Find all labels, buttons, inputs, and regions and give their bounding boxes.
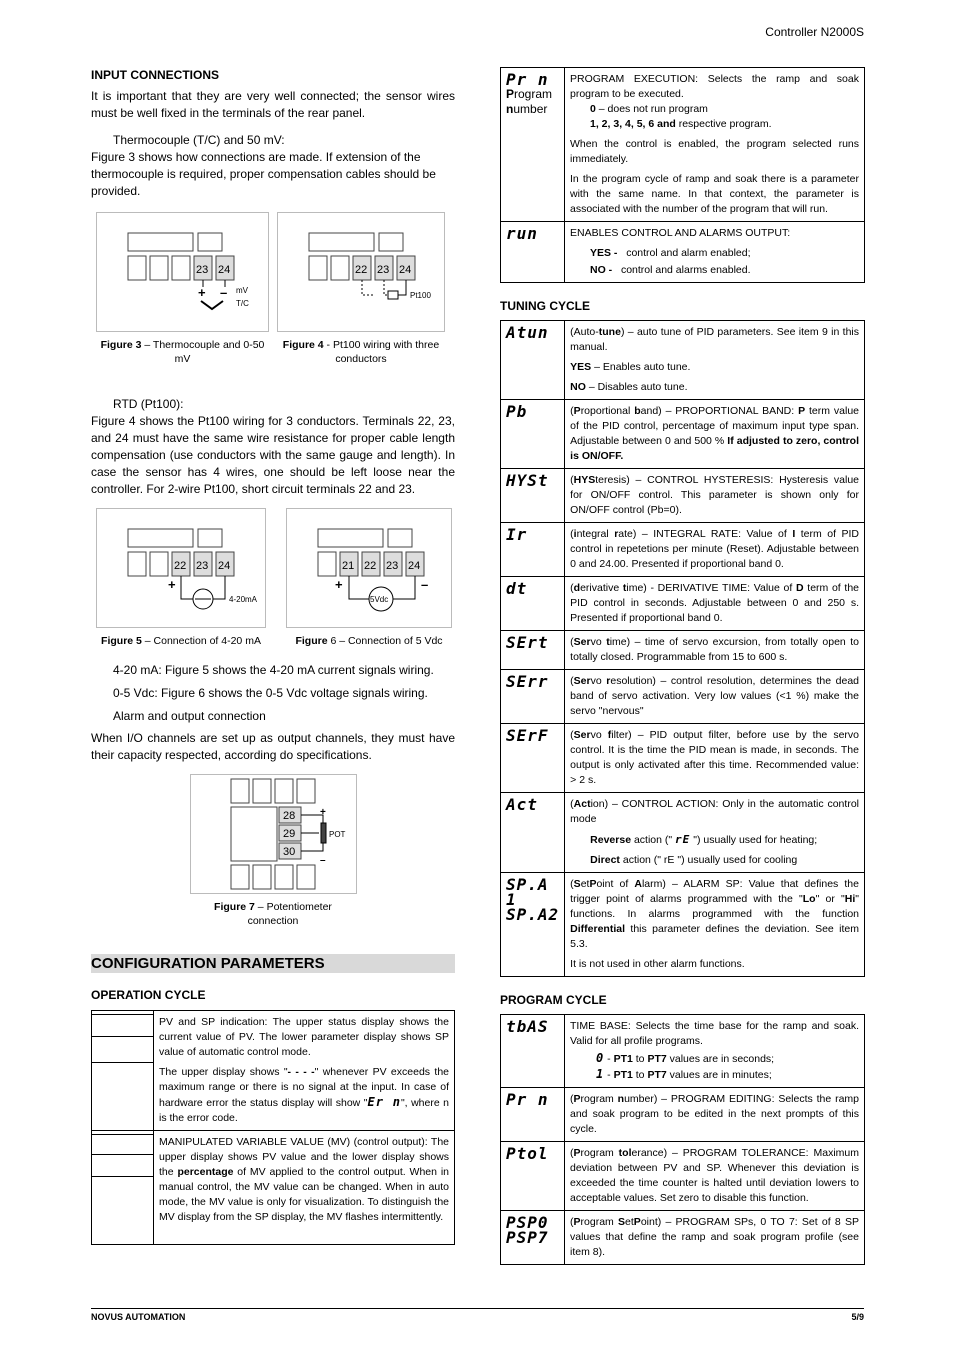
hyst-description: (HYSteresis) – CONTROL HYSTERESIS: Hysteresis value for ON/OFF control. This parameter is shown only for ON/OFF control (Pb=0). [565, 469, 865, 523]
serf-symbol-cell [501, 724, 565, 793]
right-column [500, 67, 865, 1265]
prn-edit-display-symbol: Pr n [506, 1090, 549, 1109]
operation-symbol-cell-2 [92, 1131, 154, 1245]
ir-symbol-cell [501, 523, 565, 577]
figure-7 [190, 774, 357, 928]
fig3-terminal-24: 24 [218, 264, 231, 276]
prn-edit-symbol-cell [501, 1088, 565, 1142]
fig7-label-pot: POT [328, 830, 345, 839]
figure-4-caption: Figure 4 - Pt100 wiring with three conductors [282, 339, 440, 365]
operation-row-1-description: PV and SP indication: The upper status display shows the current value of PV. The lower parameter display shows SP value of automatic control mode. The upper display shows "- - - -" whenever PV exceeds the maximum range or there is no signal at the input. In case of hardware error the status display will show "Er n", where n is the error code. [154, 1011, 455, 1131]
fig7-minus: – [319, 855, 326, 866]
act-symbol-cell [501, 793, 565, 873]
operation-cycle-heading: OPERATION CYCLE [91, 988, 206, 1002]
ir-description: (integral rate) – INTEGRAL RATE: Value of I term of PID control in repetetions per minute (Reset). Adjustable between 0 and 24.00. Presented if proportional band 0. [565, 523, 865, 577]
figure-5 [96, 508, 266, 648]
figure-3 [96, 212, 269, 366]
figure-7-caption: Figure 7 – Potentiometer connection [214, 901, 332, 927]
sert-display-symbol: SErt [506, 633, 549, 652]
sert-description: (Servo time) – time of servo excursion, from totally open to totally closed. Programmable from 15 to 600 s. [565, 631, 865, 670]
figure-5-caption: Figure 5 – Connection of 4-20 mA [101, 635, 261, 647]
operation-cycle-table [91, 1010, 455, 1245]
atun-display-symbol: Atun [506, 323, 549, 342]
program-cycle-heading: PROGRAM CYCLE [500, 993, 607, 1007]
ir-display-symbol: Ir [506, 525, 528, 544]
serf-display-symbol: SErF [506, 726, 549, 745]
fig4-label-pt100: Pt100 [410, 291, 431, 300]
spa-description: (SetPoint of Alarm) – ALARM SP: Value that defines the trigger point of alarms programmed with the "Lo" or "Hi" functions. In alarms programmed with the function Differential this parameter defines the deviation. See item 5.3. It is not used in other alarm functions. [565, 873, 865, 977]
psp0-display-symbol: PSP0 [506, 1213, 549, 1232]
spa1-display-symbol: SP.A 1 [506, 875, 549, 909]
fig3-terminal-23: 23 [196, 264, 209, 276]
ptol-display-symbol: Ptol [506, 1144, 549, 1163]
operation-row-2-description: MANIPULATED VARIABLE VALUE (MV) (control output): The upper display shows PV value and the lower display shows the percentage of MV applied to the control output. When in manual control, the MV value can be changed. When in auto mode, the MV value is only for visualization. To distinguish the MV display from the SP display, the MV flashes intermittently. [154, 1131, 455, 1245]
footer-page-number: 5/9 [851, 1312, 864, 1322]
serr-display-symbol: SErr [506, 672, 549, 691]
figure-3-caption: Figure 3 – Thermocouple and 0-50 mV [100, 339, 265, 365]
psp-description: (Program SetPoint) – PROGRAM SPs, 0 TO 7: Set of 8 SP values that define the ramp and soak program profile (see item 8). [565, 1211, 865, 1265]
0-5vdc-line: 0-5 Vdc: Figure 6 shows the 0-5 Vdc voltage signals wiring. [113, 686, 428, 700]
tbas-display-symbol: tbAS [506, 1017, 549, 1036]
dt-description: (derivative time) - DERIVATIVE TIME: Value of D term of the PID control in seconds. Adjustable between 0 and 250 s. Presented if proportional band 0. [565, 577, 865, 631]
hyst-display-symbol: HYSt [506, 471, 549, 490]
spa2-display-symbol: SP.A2 [506, 905, 560, 924]
io-channels-paragraph: When I/O channels are set up as output channels, they must have their capacity respected, according do specifications. [91, 731, 455, 762]
document-header-title: Controller N2000S [765, 25, 864, 39]
psp7-display-symbol: PSP7 [506, 1228, 549, 1247]
figure-6 [286, 508, 452, 648]
left-column [91, 67, 455, 1245]
fig6-plus: + [335, 577, 343, 592]
4-20ma-line: 4-20 mA: Figure 5 shows the 4-20 mA current signals wiring. [113, 663, 434, 677]
fig3-label-mv: mV [236, 286, 248, 295]
rtd-paragraph: Figure 4 shows the Pt100 wiring for 3 conductors. Terminals 22, 23, and 24 must have the same wire resistance for proper cable length compensation (use conductors with the same gauge and length). In case the sensor has 4 wires, one should be left loose near the controller. For 2-wire Pt100, short circuit terminals 22 and 23. [91, 414, 455, 496]
tbas-description: TIME BASE: Selects the time base for the ramp and soak. Valid for all profile programs. 0 - PT1 to PT7 values are in seconds; 1 - PT1 to PT7 values are in minutes; [565, 1015, 865, 1088]
input-connections-paragraph: It is important that they are very well connected; the sensor wires must be well fixed in the terminals of the rear panel. [91, 89, 455, 120]
input-connections-heading: INPUT CONNECTIONS [91, 68, 220, 82]
act-description: (Action) – CONTROL ACTION: Only in the automatic control mode Reverse action (" rE ") usually used for heating; Direct action (" rE ") usually used for cooling [565, 793, 865, 873]
serr-description: (Servo resolution) – control resolution, determines the dead band of servo activation. Very low values (<1 %) make the servo "nervous" [565, 670, 865, 724]
fig7-terminal-29: 29 [282, 828, 295, 840]
ptol-description: (Program tolerance) – PROGRAM TOLERANCE: Maximum deviation between PV and SP. Whenever this deviation is exceeded the time counter is halted until deviation lowers to acceptable values. Set zero to disable this function. [565, 1142, 865, 1211]
dt-symbol-cell [501, 577, 565, 631]
act-display-symbol: Act [506, 795, 538, 814]
operation-symbol-cell-1 [92, 1011, 154, 1131]
dt-display-symbol: dt [506, 579, 528, 598]
serr-symbol-cell [501, 670, 565, 724]
tbas-symbol-cell [501, 1015, 565, 1088]
prn-description: PROGRAM EXECUTION: Selects the ramp and soak program to be executed. 0 – does not run program 1, 2, 3, 4, 5, 6 and respective program. When the control is enabled, the program selected runs immediately. In the program cycle of ramp and soak there is a parameter with the same name. In that context, the parameter is associated with the number of the program that will run. [565, 68, 865, 222]
fig4-terminal-24: 24 [399, 264, 412, 276]
figure-4 [277, 212, 445, 366]
atun-description: (Auto-tune) – auto tune of PID parameters. See item 9 in this manual. YES – Enables auto tune. NO – Disables auto tune. [565, 321, 865, 400]
figure-6-diagram [286, 508, 452, 628]
fig3-label-tc: T/C [236, 299, 249, 308]
fig6-terminal-24: 24 [408, 560, 421, 572]
thermocouple-paragraph: Figure 3 shows how connections are made. If extension of the thermocouple is required, proper compensation cables should be provided. [91, 150, 436, 198]
pb-symbol-cell [501, 400, 565, 469]
fig7-terminal-30: 30 [282, 846, 295, 858]
figure-5-diagram [96, 508, 266, 628]
fig5-terminal-23: 23 [196, 560, 209, 572]
fig7-terminal-28: 28 [282, 810, 295, 822]
psp-symbol-cell [501, 1211, 565, 1265]
fig3-minus: – [220, 285, 228, 300]
run-symbol-cell [501, 222, 565, 283]
run-description: ENABLES CONTROL AND ALARMS OUTPUT: YES - control and alarm enabled; NO - control and alarms enabled. [565, 222, 865, 283]
fig4-terminal-22: 22 [355, 264, 368, 276]
fig6-minus: – [421, 577, 429, 592]
fig6-terminal-22: 22 [364, 560, 377, 572]
prn-symbol-cell: Pr n Program number [501, 68, 565, 222]
program-cycle-table [500, 1014, 865, 1265]
hyst-symbol-cell [501, 469, 565, 523]
page-footer [91, 1308, 864, 1322]
fig6-label-5vdc: 5Vdc [370, 595, 389, 604]
fig4-terminal-23: 23 [377, 264, 390, 276]
thermocouple-heading: Thermocouple (T/C) and 50 mV: [113, 133, 285, 147]
fig6-terminal-21: 21 [342, 560, 355, 572]
atun-symbol-cell [501, 321, 565, 400]
pb-description: (Proportional band) – PROPORTIONAL BAND: P term value of the PID control, percentage of maximum input type span. Adjustable between 0 and 500 % If adjusted to zero, control is ON/OFF. [565, 400, 865, 469]
program-execution-table [500, 67, 865, 283]
figure-6-caption: Figure 6 – Connection of 5 Vdc [295, 635, 443, 647]
tuning-cycle-heading: TUNING CYCLE [500, 299, 590, 313]
figure-7-diagram [190, 774, 357, 894]
rtd-heading: RTD (Pt100): [113, 397, 184, 411]
spa-symbol-cell [501, 873, 565, 977]
run-display-symbol: run [506, 224, 538, 243]
fig5-terminal-22: 22 [174, 560, 187, 572]
serf-description: (Servo filter) – PID output filter, before use by the servo control. It is the time the PID mean is made, in seconds. The output is only activated after this time. Recommended value: > 2 s. [565, 724, 865, 793]
tuning-cycle-table [500, 320, 865, 977]
ptol-symbol-cell [501, 1142, 565, 1211]
sert-symbol-cell [501, 631, 565, 670]
footer-company: NOVUS AUTOMATION [91, 1312, 186, 1322]
fig3-plus: + [198, 285, 206, 300]
fig5-plus: + [168, 577, 176, 592]
prn-edit-description: (Program number) – PROGRAM EDITING: Selects the ramp and soak program to be edited in the next prompts of this cycle. [565, 1088, 865, 1142]
fig7-plus: + [319, 807, 326, 818]
figure-3-diagram [96, 212, 269, 332]
prn-display-symbol: Pr n [506, 70, 549, 89]
fig5-terminal-24: 24 [218, 560, 231, 572]
fig6-terminal-23: 23 [386, 560, 399, 572]
alarm-output-line: Alarm and output connection [113, 709, 266, 723]
configuration-parameters-title: CONFIGURATION PARAMETERS [91, 954, 455, 973]
pb-display-symbol: Pb [506, 402, 528, 421]
figure-4-diagram [277, 212, 445, 332]
fig5-label-4-20ma: 4-20mA [229, 595, 258, 604]
